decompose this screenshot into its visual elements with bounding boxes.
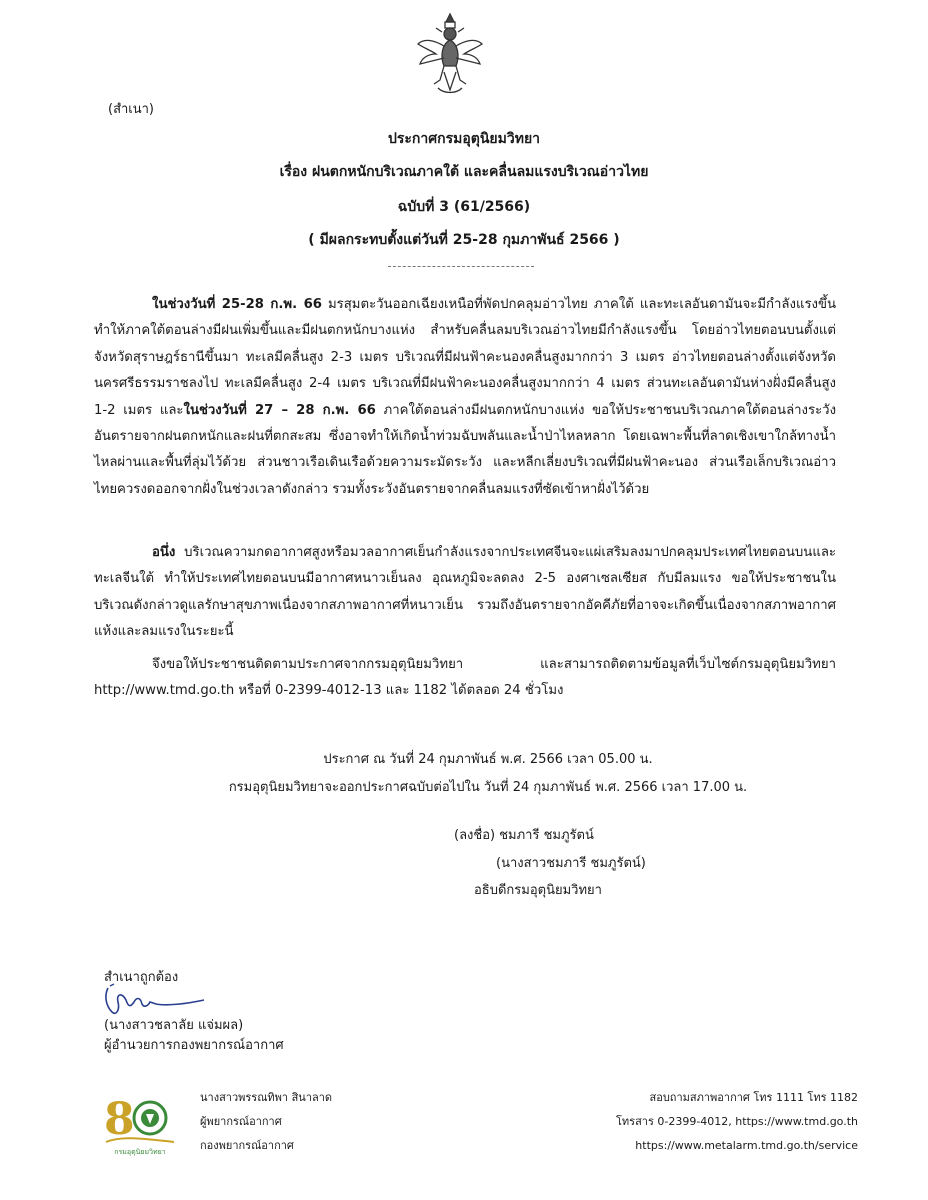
announcement-title: ประกาศกรมอุตุนิยมวิทยา: [387, 131, 541, 147]
p1-lead-bold: ในช่วงวันที่ 25-28 ก.พ. 66: [152, 297, 322, 312]
body-paragraph-3: [94, 652, 836, 705]
next-issue-date: กรมอุตุนิยมวิทยาจะออกประกาศฉบับต่อไปใน วันที่ 24 กุมภาพันธ์ พ.ศ. 2566 เวลา 17.00 น.: [228, 780, 748, 795]
signer-position: อธิบดีกรมอุตุนิยมวิทยา: [474, 883, 602, 898]
footer-contact: [616, 1086, 858, 1158]
copy-label: (สำเนา): [108, 102, 155, 117]
issued-date: ประกาศ ณ วันที่ 24 กุมภาพันธ์ พ.ศ. 2566 เวลา 05.00 น.: [323, 752, 653, 767]
svg-text:8: 8: [104, 1094, 135, 1145]
forecaster-position: ผู้พยากรณ์อากาศ: [200, 1115, 282, 1128]
contact-fax-website: โทรสาร 0-2399-4012, https://www.tmd.go.th: [616, 1115, 858, 1128]
forecaster-division: กองพยากรณ์อากาศ: [200, 1139, 294, 1152]
garuda-emblem-icon: [414, 10, 486, 100]
p1-text-2: ภาคใต้ตอนล่างมีฝนตกหนักบางแห่ง ขอให้ประชาชนบริเวณภาคใต้ตอนล่างระวังอันตรายจากฝนตกหนักและฝนที่ตกสะสม ซึ่งอาจทำให้เกิดน้ำท่วมฉับพลันและน้ำป่าไหลหลาก โดยเฉพาะพื้นที่ลาดเชิงเขาใกล้ทางน้ำไหลผ่านและพื้นที่ลุ่มไว้ด้วย ส่วนชาวเรือเดินเรือด้วยความระมัดระวัง และหลีกเลี่ยงบริเวณที่มีฝนฟ้าคะนอง ส่วนเรือเล็กบริเวณอ่าวไทยควรงดออกจากฝั่งในช่วงเวลาดังกล่าว รวมทั้งระวังอันตรายจากคลื่นลมแรงที่ซัดเข้าหาฝั่งไว้ด้วย: [94, 402, 837, 497]
signed-by: (ลงชื่อ) ชมภารี ชมภูรัตน์: [454, 828, 594, 843]
contact-service-url: https://www.metalarm.tmd.go.th/service: [635, 1139, 858, 1152]
svg-text:กรมอุตุนิยมวิทยา: กรมอุตุนิยมวิทยา: [114, 1148, 166, 1156]
forecaster-name: นางสาวพรรณทิพา สินาลาด: [200, 1091, 333, 1104]
p2-lead-bold: อนึ่ง: [152, 545, 176, 560]
certified-copy-label: สำเนาถูกต้อง: [104, 970, 179, 985]
header-divider: [388, 266, 534, 267]
p2-text: บริเวณความกดอากาศสูงหรือมวลอากาศเย็นกำลังแรงจากประเทศจีนจะแผ่เสริมลงมาปกคลุมประเทศไทยตอนบนและทะเลจีนใต้ ทำให้ประเทศไทยตอนบนมีอากาศหนาวเย็นลง อุณหภูมิจะลดลง 2-5 องศาเซลเซียส กับมีลมแรง ขอให้ประชาชนในบริเวณดังกล่าวดูแลรักษาสุขภาพเนื่องจากสภาพอากาศที่หนาวเย็น รวมถึงอันตรายจากอัคคีภัยที่อาจจะเกิดขึ้นเนื่องจากสภาพอากาศแห้งและลมแรงในระยะนี้: [94, 545, 836, 640]
certifier-position: ผู้อำนวยการกองพยากรณ์อากาศ: [104, 1038, 284, 1053]
announcement-subject: เรื่อง ฝนตกหนักบริเวณภาคใต้ และคลื่นลมแรงบริเวณอ่าวไทย: [279, 164, 649, 180]
body-paragraph-2: [94, 540, 836, 646]
body-paragraph-1: [94, 292, 836, 503]
contact-phone: สอบถามสภาพอากาศ โทร 1111 โทร 1182: [649, 1091, 858, 1104]
p1-bold-2: ในช่วงวันที่ 27 – 28 ก.พ. 66: [183, 402, 376, 418]
signer-full-name: (นางสาวชมภารี ชมภูรัตน์): [496, 856, 646, 871]
tmd-80-anniversary-logo-icon: [100, 1084, 180, 1164]
footer-forecaster: [200, 1086, 332, 1158]
p1-text-1: มรสุมตะวันออกเฉียงเหนือที่พัดปกคลุมอ่าวไทย ภาคใต้ และทะเลอันดามันจะมีกำลังแรงขึ้น ทำให้ภาคใต้ตอนล่างมีฝนเพิ่มขึ้นและมีฝนตกหนักบางแห่ง สำหรับคลื่นลมบริเวณอ่าวไทยมีกำลังแรงขึ้น โดยอ่าวไทยตอนบนตั้งแต่จังหวัดสุราษฎร์ธานีขึ้นมา ทะเลมีคลื่นสูง 2-3 เมตร บริเวณที่มีฝนฟ้าคะนองคลื่นสูงมากกว่า 3 เมตร อ่าวไทยตอนล่างตั้งแต่จังหวัดนครศรีธรรมราชลงไป ทะเลมีคลื่นสูง 2-4 เมตร บริเวณที่มีฝนฟ้าคะนองคลื่นสูงมากกว่า 4 เมตร ส่วนทะเลอันดามันห่างฝั่งมีคลื่นสูง 1-2 เมตร และ: [94, 297, 836, 418]
certifier-full-name: (นางสาวชลาลัย แจ่มผล): [104, 1018, 244, 1033]
announcement-number: ฉบับที่ 3 (61/2566): [397, 199, 531, 215]
announcement-effective-period: ( มีผลกระทบตั้งแต่วันที่ 25-28 กุมภาพันธ์ 2566 ): [308, 232, 620, 248]
p3-text: จึงขอให้ประชาชนติดตามประกาศจากกรมอุตุนิยมวิทยา และสามารถติดตามข้อมูลที่เว็บไซต์กรมอุตุนิยมวิทยา http://www.tmd.go.th หรือที่ 0-2399-4012-13 และ 1182 ได้ตลอด 24 ชั่วโมง: [94, 657, 836, 699]
